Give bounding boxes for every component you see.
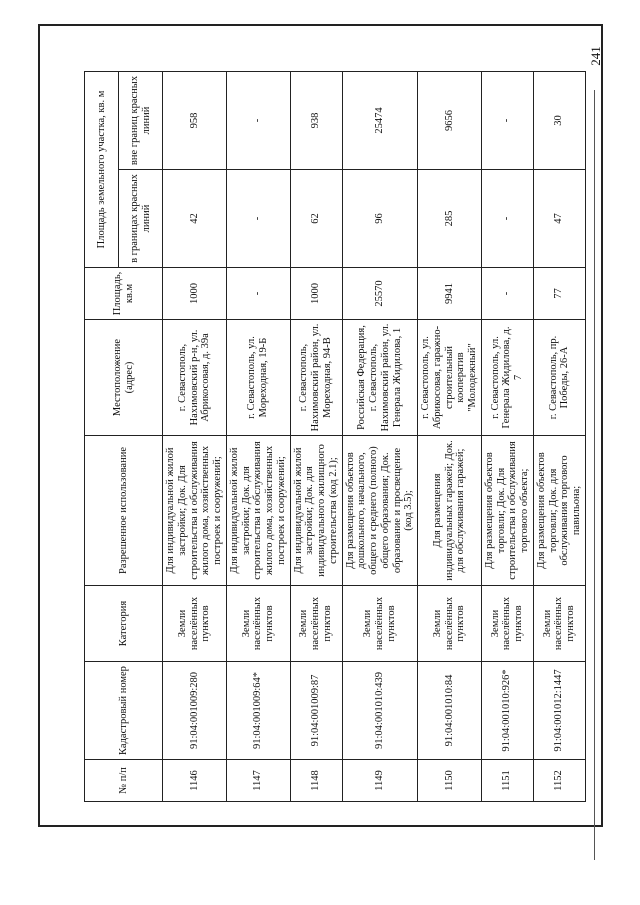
cell-no: 1150	[418, 760, 482, 802]
cell-category: Земли населённых пунктов	[533, 586, 585, 662]
cell-cadastral: 91:04:001009:64*	[226, 662, 290, 760]
cell-no: 1149	[342, 760, 418, 802]
header-area: Площадь, кв.м	[85, 268, 163, 320]
header-plot-area: Площадь земельного участка, кв. м	[85, 71, 119, 267]
table-row	[226, 71, 290, 801]
land-plots-table	[84, 71, 586, 802]
cell-area: 1000	[163, 268, 227, 320]
table-wrapper	[84, 72, 584, 802]
header-outside-lines: вне границ красных линий	[119, 71, 163, 169]
cell-outside: -	[226, 71, 290, 169]
cell-outside: -	[481, 71, 533, 169]
cell-area: 1000	[290, 268, 342, 320]
header-no: № п/п	[85, 760, 163, 802]
header-use: Разрешенное использование	[85, 436, 163, 586]
cell-location: г. Севастополь, ул. Мореходная, 19-Б	[226, 320, 290, 436]
cell-location: г. Севастополь, пр. Победы, 26-А	[533, 320, 585, 436]
cell-cadastral: 91:04:001012:1447	[533, 662, 585, 760]
cell-cadastral: 91:04:001010:84	[418, 662, 482, 760]
cell-cadastral: 91:04:001010:926*	[481, 662, 533, 760]
margin-rule	[594, 90, 595, 860]
cell-no: 1151	[481, 760, 533, 802]
cell-category: Земли населённых пунктов	[226, 586, 290, 662]
cell-cadastral: 91:04:001009:280	[163, 662, 227, 760]
cell-outside: 25474	[342, 71, 418, 169]
cell-use: Для размещения объектов дошкольного, начального, общего и среднего (полного) общего образования; Док. образование и просвещение (код 3.5);	[342, 436, 418, 586]
cell-area: 25570	[342, 268, 418, 320]
cell-within: 47	[533, 170, 585, 268]
cell-category: Земли населённых пунктов	[342, 586, 418, 662]
cell-within: 42	[163, 170, 227, 268]
cell-use: Для размещения объектов торговли; Док. для обслуживания торгового павильона;	[533, 436, 585, 586]
cell-use: Для индивидуальной жилой застройки; Док. Для строительства и обслуживания жилого дома, хозяйственных построек и сооружений;	[163, 436, 227, 586]
cell-outside: 958	[163, 71, 227, 169]
cell-location: г. Севастополь, ул. Абрикосовая, гаражно-строительный кооператив "Молодежный"	[418, 320, 482, 436]
cell-outside: 9656	[418, 71, 482, 169]
cell-use: Для индивидуальной жилой застройки; Док. для строительства и обслуживания жилого дома, хозяйственных построек и сооружений;	[226, 436, 290, 586]
cell-category: Земли населённых пунктов	[290, 586, 342, 662]
cell-use: Для индивидуальной жилой застройки; Док. для индивидуального жилищного строительства (код 2.1);	[290, 436, 342, 586]
cell-cadastral: 91:04:001010:439	[342, 662, 418, 760]
table-row	[342, 71, 418, 801]
header-within-lines: в границах красных линий	[119, 170, 163, 268]
cell-within: -	[226, 170, 290, 268]
rotated-table-container	[84, 72, 584, 802]
header-location: Местоположение (адрес)	[85, 320, 163, 436]
cell-within: 62	[290, 170, 342, 268]
cell-location: г. Севастополь, ул. Генерала Жидилова, д. 7	[481, 320, 533, 436]
cell-no: 1152	[533, 760, 585, 802]
cell-outside: 938	[290, 71, 342, 169]
header-cadastral: Кадастровый номер	[85, 662, 163, 760]
cell-location: Российская Федерация, г. Севастополь, Нахимовский район, ул. Генерала Жидилова, 1	[342, 320, 418, 436]
cell-location: г. Севастополь, Нахимовский район, ул. Мореходная, 94-В	[290, 320, 342, 436]
cell-category: Земли населённых пунктов	[418, 586, 482, 662]
cell-cadastral: 91:04:001009:87	[290, 662, 342, 760]
table-row	[163, 71, 227, 801]
cell-category: Земли населённых пунктов	[163, 586, 227, 662]
header-category: Категория	[85, 586, 163, 662]
cell-location: г. Севастополь, Нахимовский р-н, ул. Абрикосовая, д. 39а	[163, 320, 227, 436]
table-row	[533, 71, 585, 801]
page-number-text: 241	[588, 46, 603, 66]
cell-area: -	[481, 268, 533, 320]
cell-no: 1146	[163, 760, 227, 802]
cell-no: 1147	[226, 760, 290, 802]
cell-outside: 30	[533, 71, 585, 169]
cell-area: -	[226, 268, 290, 320]
cell-within: 96	[342, 170, 418, 268]
table-row	[481, 71, 533, 801]
table-row	[418, 71, 482, 801]
cell-use: Для размещения индивидуальных гаражей; Док. для обслуживания гаражей;	[418, 436, 482, 586]
cell-within: -	[481, 170, 533, 268]
page-number	[585, 36, 607, 76]
cell-category: Земли населённых пунктов	[481, 586, 533, 662]
cell-use: Для размещения объектов торговли; Док. Для строительства и обслуживания торгового объекта;	[481, 436, 533, 586]
cell-no: 1148	[290, 760, 342, 802]
cell-within: 285	[418, 170, 482, 268]
cell-area: 9941	[418, 268, 482, 320]
table-row	[290, 71, 342, 801]
cell-area: 77	[533, 268, 585, 320]
